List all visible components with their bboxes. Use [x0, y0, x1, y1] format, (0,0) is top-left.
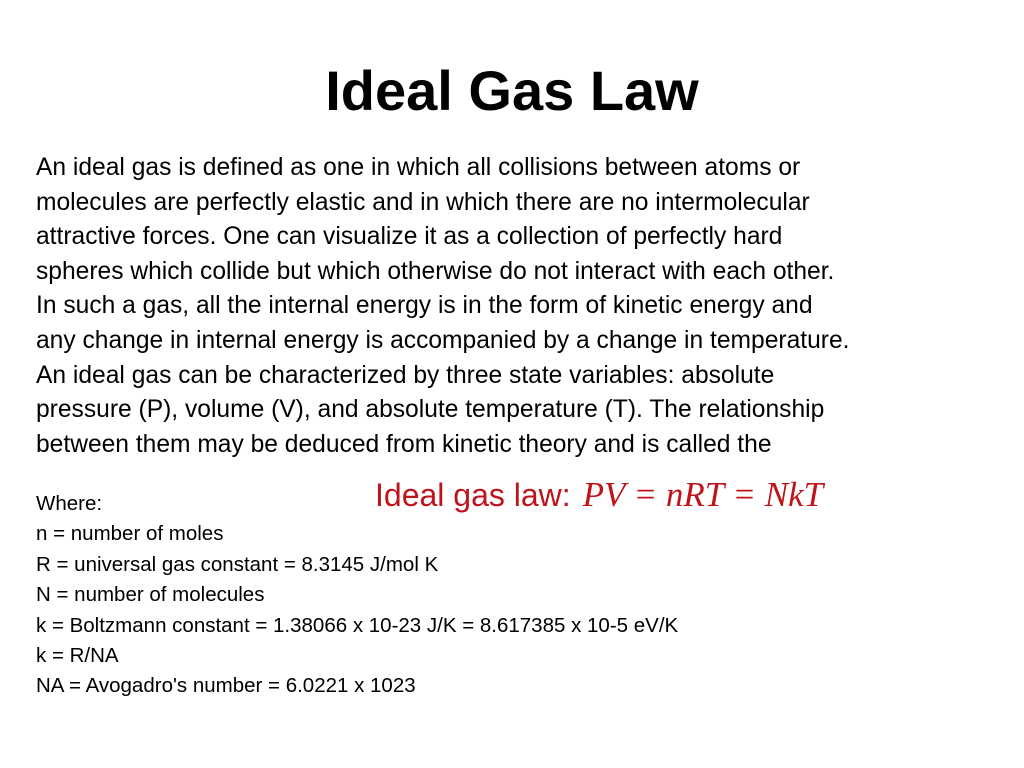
body-line: In such a gas, all the internal energy is in the form of kinetic energy and	[36, 292, 813, 320]
definition-item: NA = Avogadro's number = 6.0221 x 1023	[36, 674, 416, 698]
definition-item: n = number of moles	[36, 522, 224, 546]
body-line: molecules are perfectly elastic and in which there are no intermolecular	[36, 188, 810, 216]
variable-definitions	[36, 489, 678, 702]
equation-label: Ideal gas law:	[375, 477, 571, 513]
slide-title: Ideal Gas Law	[325, 59, 699, 122]
body-line: attractive forces. One can visualize it as a collection of perfectly hard	[36, 223, 783, 251]
body-line: between them may be deduced from kinetic theory and is called the	[36, 430, 772, 458]
definition-item: N = number of molecules	[36, 583, 265, 607]
body-line: spheres which collide but which otherwise do not interact with each other.	[36, 257, 835, 285]
equation-formula: PV = nRT = NkT	[582, 475, 824, 514]
body-paragraph	[36, 151, 996, 462]
definition-heading: Where:	[36, 492, 103, 515]
definition-item: R = universal gas constant = 8.3145 J/mol K	[36, 552, 439, 576]
body-line: An ideal gas is defined as one in which all collisions between atoms or	[36, 154, 801, 181]
definition-item: k = R/NA	[36, 644, 119, 668]
body-line: pressure (P), volume (V), and absolute temperature (T). The relationship	[36, 396, 825, 424]
body-line: any change in internal energy is accompanied by a change in temperature.	[36, 326, 850, 354]
definition-item: k = Boltzmann constant = 1.38066 x 10-23 J/K = 8.617385 x 10-5 eV/K	[36, 613, 679, 637]
body-line: An ideal gas can be characterized by three state variables: absolute	[36, 361, 775, 389]
